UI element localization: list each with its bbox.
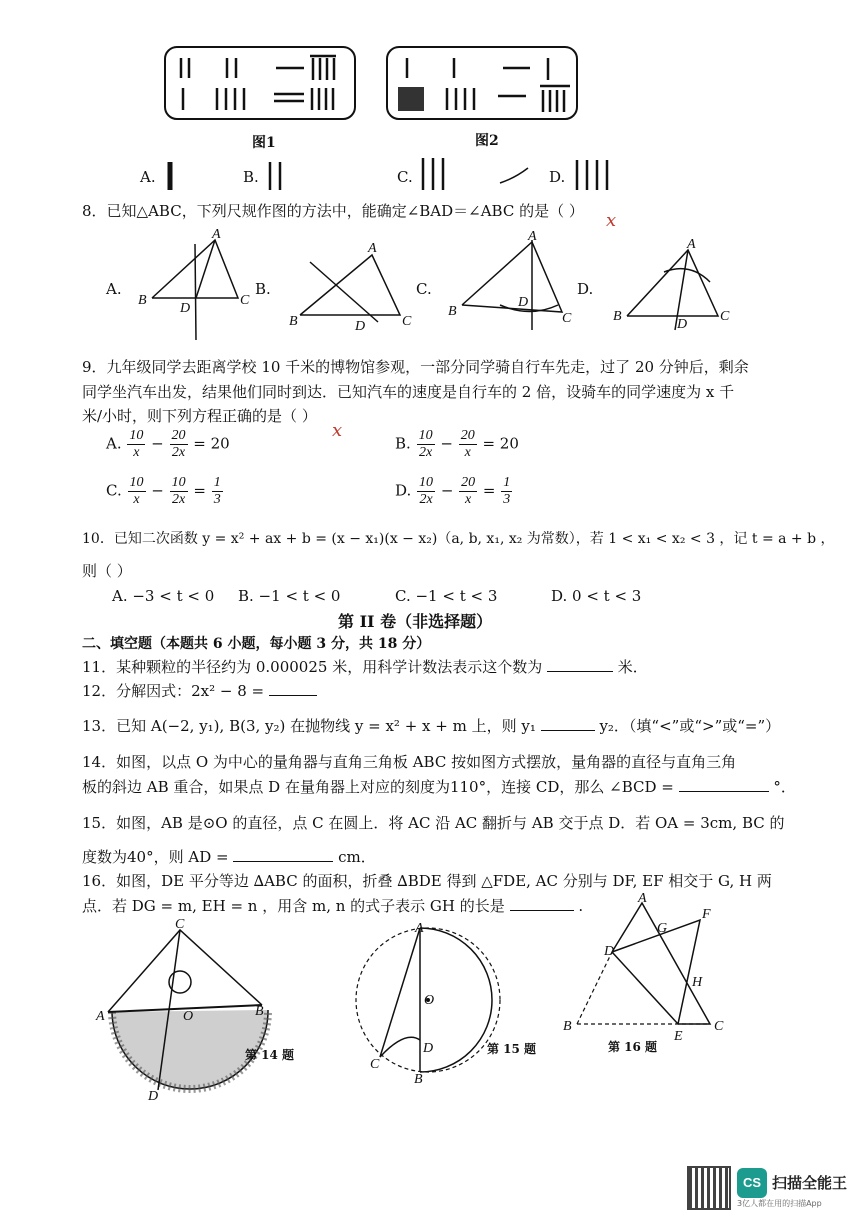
svg-text:E: E — [674, 1029, 683, 1044]
svg-text:B: B — [414, 1072, 423, 1087]
svg-text:A: A — [638, 891, 647, 906]
q9-option-c: C. $\frac{10}{x}$ − $\frac{10}{2x}$ = $\frac{1}{3}$ — [106, 475, 221, 507]
svg-text:B: B — [448, 304, 457, 319]
svg-text:D: D — [604, 944, 615, 959]
svg-text:A: A — [528, 229, 537, 244]
svg-text:D: D — [518, 295, 529, 310]
fill-in-header: 二、填空题（本题共 6 小题，每小题 3 分，共 18 分） — [82, 636, 431, 652]
svg-text:H: H — [692, 975, 703, 990]
q16-caption: 第 16 题 — [608, 1040, 658, 1054]
svg-text:D: D — [148, 1089, 159, 1104]
q9-mark: x — [332, 420, 343, 441]
option-label: B. — [243, 168, 259, 186]
scanner-watermark — [687, 1166, 847, 1210]
q10-option-a: A. −3 < t < 0 — [112, 587, 215, 605]
q11-text: 11．某种颗粒的半径约为 0.000025 米，用科学计数法表示这个数为 米． — [82, 658, 648, 676]
q10-option-c: C. −1 < t < 3 — [395, 587, 498, 605]
svg-text:C: C — [720, 309, 730, 324]
option-label: A. — [140, 168, 156, 186]
q8-text: 8．已知△ABC，下列尺规作图的方法中，能确定∠BAD＝∠ABC 的是（ ） — [82, 202, 584, 220]
svg-text:O: O — [424, 993, 435, 1008]
q10-line-2: 则（ ） — [82, 562, 132, 580]
option-label: C. — [397, 168, 413, 186]
svg-text:A: A — [368, 241, 377, 256]
svg-text:C: C — [175, 917, 185, 932]
q10-line-1: 10．已知二次函数 y = x² + ax + b = (x − x₁)(x − x₂)（a, b, x₁, x₂ 为常数），若 1 < x₁ < x₂ < 3 ，记 t = a + b ， — [82, 531, 835, 547]
q10-option-d: D. 0 < t < 3 — [551, 587, 642, 605]
q15-line-2: 度数为40°，则 AD = cm． — [82, 848, 376, 866]
q12-text: 12．分解因式：2x² − 8 = — [82, 680, 317, 702]
svg-text:G: G — [657, 921, 668, 936]
svg-text:A: A — [96, 1009, 105, 1024]
q14-line-1: 14．如图，以点 O 为中心的量角器与直角三角板 ABC 按如图方式摆放，量角器的直径与直角三角 — [82, 753, 737, 771]
section-2-title: 第 II 卷（非选择题） — [338, 612, 493, 631]
option-label: D. — [549, 168, 566, 186]
q16-line-1: 16．如图，DE 平分等边 ∆ABC 的面积，折叠 ∆BDE 得到 △FDE, AC 分别与 DF, EF 相交于 G, H 两 — [82, 872, 772, 890]
svg-text:B: B — [563, 1019, 572, 1034]
q8-mark: x — [606, 210, 617, 231]
q9-line-1: 9．九年级同学去距离学校 10 千米的博物馆参观，一部分同学骑自行车先走，过了 20 分钟后，剩余 — [82, 358, 749, 376]
q10-option-b: B. −1 < t < 0 — [238, 587, 341, 605]
figure-2-caption: 图2 — [475, 133, 499, 149]
svg-text:D: D — [180, 301, 191, 316]
q14-line-2: 板的斜边 AB 重合，如果点 D 在量角器上对应的刻度为110°，连接 CD，那么 ∠BCD = °． — [82, 778, 796, 796]
svg-text:F: F — [702, 907, 711, 922]
q9-option-d: D. $\frac{10}{2x}$ − $\frac{20}{x}$ = $\frac{1}{3}$ — [395, 475, 511, 507]
svg-text:C: C — [562, 311, 572, 326]
camscanner-logo-icon: CS — [737, 1168, 767, 1198]
svg-text:A: A — [415, 921, 424, 936]
q14-caption: 第 14 题 — [245, 1048, 295, 1062]
svg-text:C: C — [240, 293, 250, 308]
svg-text:B: B — [255, 1004, 264, 1019]
svg-text:O: O — [183, 1009, 194, 1024]
q9-line-3: 米/小时，则下列方程正确的是（ ） — [82, 407, 317, 425]
brand-tagline: 3亿人都在用的扫描App — [736, 1198, 822, 1208]
q9-line-2: 同学坐汽车出发，结果他们同时到达．已知汽车的速度是自行车的 2 倍，设骑车的同学速度为 x 千 — [82, 383, 735, 401]
brand-block — [737, 1168, 847, 1209]
label-A: A — [212, 227, 221, 242]
figure-1-caption: 图1 — [252, 135, 276, 151]
q8-option-a: A. — [106, 280, 122, 298]
svg-text:A: A — [687, 237, 696, 252]
svg-text:C: C — [714, 1019, 724, 1034]
svg-text:D: D — [423, 1041, 434, 1056]
q8-option-b: B. — [255, 280, 271, 298]
q8-option-d: D. — [577, 280, 594, 298]
svg-text:C: C — [370, 1057, 380, 1072]
brand-name: 扫描全能王 — [771, 1174, 847, 1192]
q8-option-c: C. — [416, 280, 432, 298]
svg-text:B: B — [138, 293, 147, 308]
q15-line-1: 15．如图，AB 是⊙O 的直径，点 C 在圆上．将 AC 沿 AC 翻折与 AB 交于点 D．若 OA = 3cm, BC 的 — [82, 814, 785, 832]
q16-line-2: 点．若 DG = m, EH = n ，用含 m, n 的式子表示 GH 的长是 . — [82, 897, 584, 915]
qr-code-icon — [687, 1166, 731, 1210]
q13-text: 13．已知 A(−2, y₁), B(3, y₂) 在抛物线 y = x² + x + m 上，则 y₁ y₂．（填“<”或“>”或“=”） — [82, 717, 781, 735]
q9-option-a: A. $\frac{10}{x}$ − $\frac{20}{2x}$ = 20 — [106, 428, 230, 460]
svg-text:D: D — [355, 319, 366, 334]
svg-text:D: D — [677, 317, 688, 332]
svg-text:C: C — [402, 314, 412, 329]
svg-text:B: B — [289, 314, 298, 329]
q15-caption: 第 15 题 — [487, 1042, 537, 1056]
q9-option-b: B. $\frac{10}{2x}$ − $\frac{20}{x}$ = 20 — [395, 428, 519, 460]
svg-text:B: B — [613, 309, 622, 324]
